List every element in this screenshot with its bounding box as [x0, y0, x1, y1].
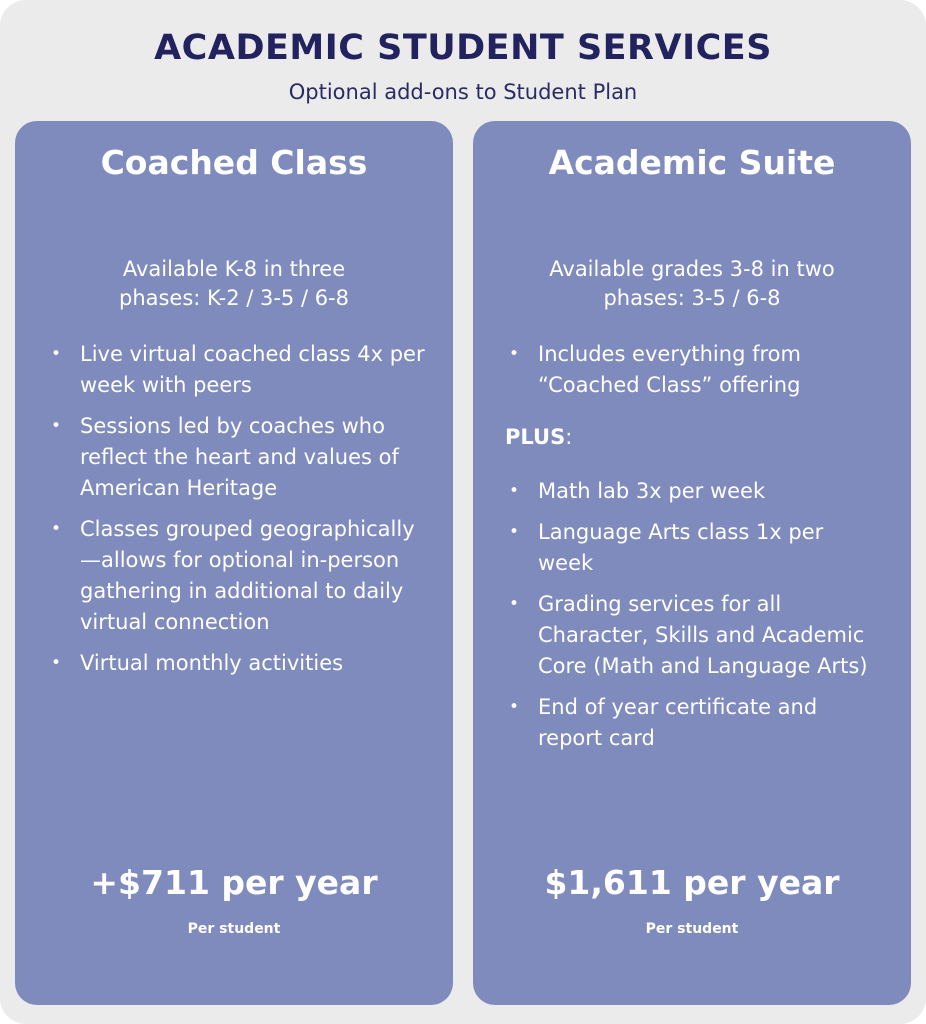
plus-text: PLUS	[505, 425, 566, 449]
card-title: Coached Class	[100, 143, 368, 182]
list-item: • Classes grouped geographically—allows for optional in-person gathering in additional to daily virtual connection	[15, 514, 453, 638]
academic-suite-card	[473, 121, 911, 1005]
coached-class-card	[15, 121, 453, 1005]
plus-feature-list	[473, 476, 911, 764]
availability-line: phases: K-2 / 3-5 / 6-8	[118, 286, 349, 310]
list-item: • Math lab 3x per week	[473, 476, 911, 507]
list-item: • Language Arts class 1x per week	[473, 517, 911, 579]
price-note: Per student	[187, 921, 281, 937]
price-note: Per student	[645, 921, 739, 937]
page-subtitle: Optional add-ons to Student Plan	[288, 80, 638, 104]
availability-line: phases: 3-5 / 6-8	[603, 286, 781, 310]
price: +$711 per year	[90, 863, 378, 902]
feature-list	[473, 339, 911, 411]
list-item: • Virtual monthly activities	[15, 648, 453, 679]
price: $1,611 per year	[544, 863, 840, 902]
availability-line: Available grades 3-8 in two	[549, 257, 835, 281]
availability-line: Available K-8 in three	[122, 257, 346, 281]
plus-label	[505, 425, 572, 449]
feature-list	[15, 339, 453, 689]
list-item: • Live virtual coached class 4x per week with peers	[15, 339, 453, 401]
card-title: Academic Suite	[548, 143, 836, 182]
list-item: • End of year certificate and report card	[473, 692, 911, 754]
list-item: • Includes everything from “Coached Class” offering	[473, 339, 911, 401]
availability-text	[473, 255, 911, 313]
plus-colon: :	[565, 425, 573, 449]
page-title: ACADEMIC STUDENT SERVICES	[154, 28, 772, 68]
list-item: • Sessions led by coaches who reflect the heart and values of American Heritage	[15, 411, 453, 504]
availability-text	[15, 255, 453, 313]
list-item: • Grading services for all Character, Skills and Academic Core (Math and Language Arts)	[473, 589, 911, 682]
